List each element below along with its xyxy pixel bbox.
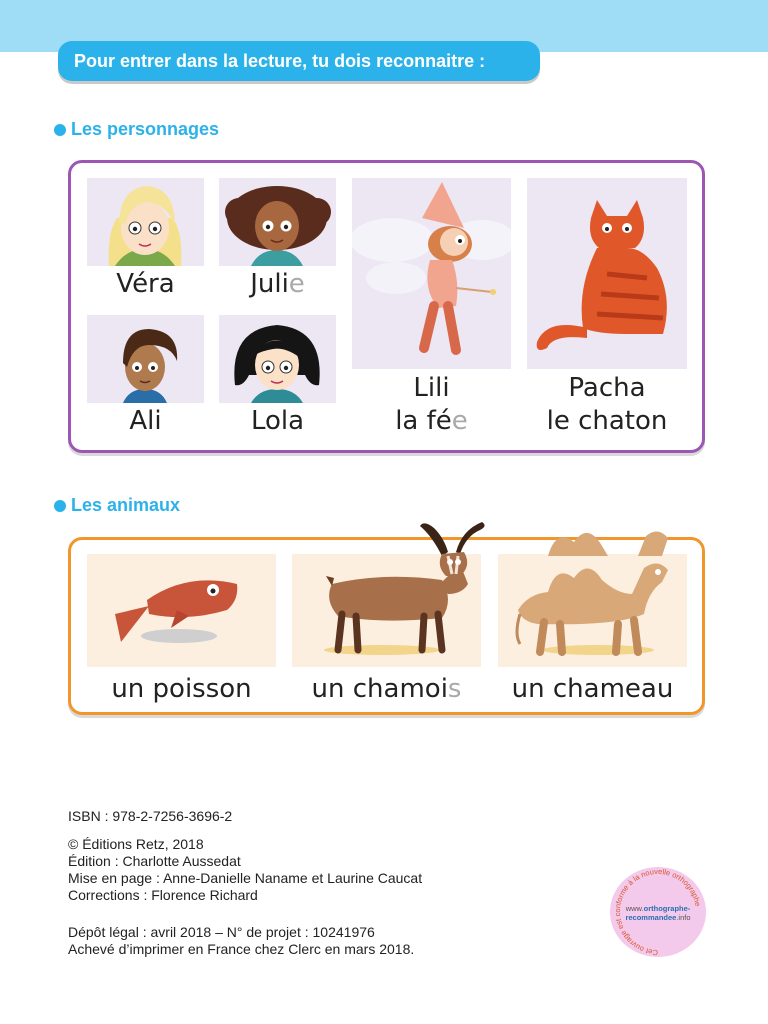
caption-pacha-line2: le chaton bbox=[546, 406, 668, 436]
caption-pacha-line1: Pacha bbox=[568, 373, 646, 403]
julie-illustration bbox=[219, 178, 336, 266]
chamois-horns-overlap bbox=[412, 516, 492, 576]
ali-illustration bbox=[87, 315, 204, 403]
colophon-legal: Dépôt légal : avril 2018 – N° de projet : 10241976 bbox=[68, 924, 375, 940]
stamp-url-suffix: .info bbox=[676, 913, 691, 922]
caption-chamois-main: un chamoi bbox=[311, 674, 448, 704]
svg-text:www.orthographe- bbox=[625, 904, 691, 913]
orthography-stamp bbox=[608, 866, 708, 958]
section-title-characters-text: Les personnages bbox=[71, 119, 220, 139]
caption-lili-line1: Lili bbox=[413, 373, 450, 403]
caption-julie-silent-letter: e bbox=[288, 269, 305, 299]
colophon-corrections: Corrections : Florence Richard bbox=[68, 887, 258, 903]
caption-chameau: un chameau bbox=[511, 674, 674, 704]
caption-lili-line2-main: la fé bbox=[395, 406, 452, 436]
lili-fairy-illustration bbox=[352, 178, 511, 369]
svg-text:recommandee.info bbox=[625, 913, 690, 922]
intro-banner bbox=[58, 41, 540, 81]
lola-illustration bbox=[219, 315, 336, 403]
caption-lili-line2 bbox=[352, 405, 511, 437]
colophon-copyright: © Éditions Retz, 2018 bbox=[68, 836, 204, 852]
pacha-cat-illustration bbox=[527, 178, 687, 369]
colophon-isbn: ISBN : 978-2-7256-3696-2 bbox=[68, 808, 233, 824]
stamp-ring-text: Cet ouvrage est conforme à la nouvelle orthographe bbox=[613, 866, 703, 958]
caption-vera: Véra bbox=[116, 269, 175, 299]
stamp-url-prefix: www. bbox=[625, 904, 644, 913]
caption-lola: Lola bbox=[250, 406, 305, 436]
section-title-animals bbox=[54, 495, 180, 516]
caption-ali: Ali bbox=[129, 406, 162, 436]
vera-illustration bbox=[87, 178, 204, 266]
caption-lili-silent-letter: e bbox=[451, 406, 468, 436]
colophon-printed: Achevé d’imprimer en France chez Clerc en mars 2018. bbox=[68, 941, 415, 957]
stamp-url-main1: orthographe- bbox=[643, 904, 691, 913]
stamp-url-main2: recommandee bbox=[625, 913, 677, 922]
caption-julie-main: Juli bbox=[250, 269, 289, 299]
bullet-icon bbox=[54, 124, 66, 136]
section-title-animals-text: Les animaux bbox=[71, 495, 181, 515]
caption-julie bbox=[219, 268, 336, 300]
colophon-layout: Mise en page : Anne-Danielle Naname et Laurine Caucat bbox=[68, 870, 423, 886]
section-title-characters bbox=[54, 119, 219, 140]
colophon-edition: Édition : Charlotte Aussedat bbox=[68, 853, 241, 869]
caption-chamois-silent-letter: s bbox=[447, 674, 462, 704]
fish-illustration bbox=[87, 554, 276, 667]
camel-illustration bbox=[498, 554, 687, 667]
bullet-icon bbox=[54, 500, 66, 512]
intro-banner-text: Pour entrer dans la lecture, tu dois reconnaitre : bbox=[74, 50, 486, 71]
caption-chamois bbox=[292, 673, 481, 705]
caption-poisson: un poisson bbox=[111, 674, 252, 704]
camel-humps-overlap bbox=[498, 524, 687, 556]
